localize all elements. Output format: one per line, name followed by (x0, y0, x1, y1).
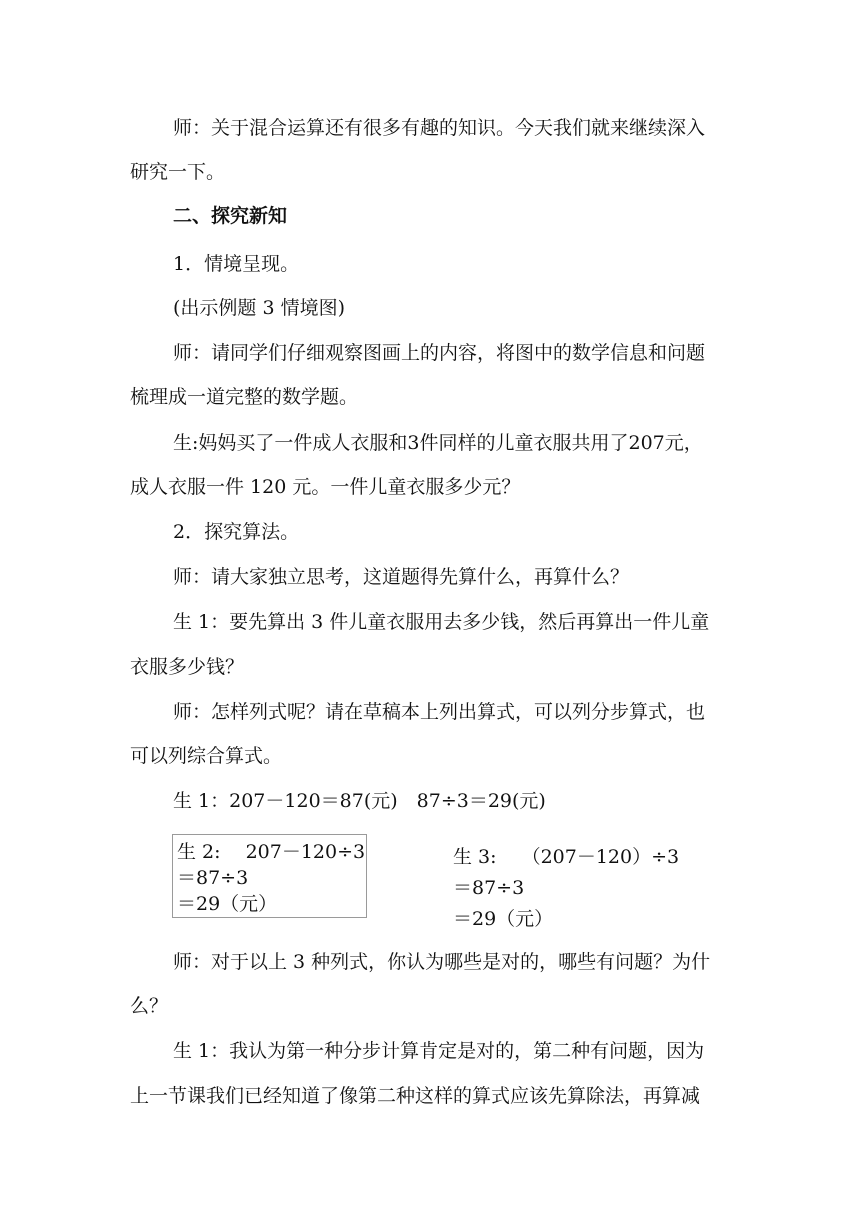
paragraph-line: 梳理成一道完整的数学题。 (130, 386, 359, 408)
paragraph-line: 可以列综合算式。 (130, 745, 283, 767)
paragraph-line: 生 1：要先算出 3 件儿童衣服用去多少钱，然后再算出一件儿童 (173, 611, 710, 633)
paragraph-line: 师：请同学们仔细观察图画上的内容，将图中的数学信息和问题 (173, 342, 706, 364)
paragraph-line: 么？ (130, 995, 169, 1017)
student2-solution-box (172, 834, 367, 918)
paragraph-line: 师：关于混合运算还有很多有趣的知识。今天我们就来继续深入 (173, 117, 706, 139)
paragraph-line: 上一节课我们已经知道了像第二种这样的算式应该先算除法，再算减 (130, 1085, 701, 1107)
subsection-heading: 2．探究算法。 (173, 521, 300, 543)
paragraph-line: 师：请大家独立思考，这道题得先算什么，再算什么？ (173, 566, 630, 588)
student3-solution-line: 生 3: （207－120）÷3 (453, 846, 680, 868)
subsection-heading: 1．情境呈现。 (173, 253, 300, 275)
paragraph-line: 成人衣服一件 120 元。一件儿童衣服多少元？ (130, 476, 521, 498)
solution-line: ＝87÷3 (177, 867, 249, 889)
paragraph-line: 生:妈妈买了一件成人衣服和3件同样的儿童衣服共用了207元， (173, 432, 703, 454)
paragraph-line: 衣服多少钱？ (130, 656, 245, 678)
paragraph-line: 生 1：我认为第一种分步计算肯定是对的，第二种有问题，因为 (173, 1040, 705, 1062)
paragraph-line: 师：怎样列式呢？请在草稿本上列出算式，可以列分步算式，也 (173, 701, 706, 723)
section-heading: 二、探究新知 (173, 205, 288, 227)
student3-solution-line: ＝87÷3 (453, 877, 525, 899)
solution-line: 生 2: 207－120÷3 (177, 841, 366, 863)
paragraph-line: (出示例题 3 情境图) (173, 297, 345, 319)
solution-line: ＝29（元） (177, 893, 278, 915)
paragraph-line: 师：对于以上 3 种列式，你认为哪些是对的，哪些有问题？为什 (173, 951, 711, 973)
paragraph-line: 生 1：207－120＝87(元) 87÷3＝29(元) (173, 790, 546, 812)
paragraph-line: 研究一下。 (130, 161, 226, 183)
student3-solution-line: ＝29（元） (453, 908, 554, 930)
